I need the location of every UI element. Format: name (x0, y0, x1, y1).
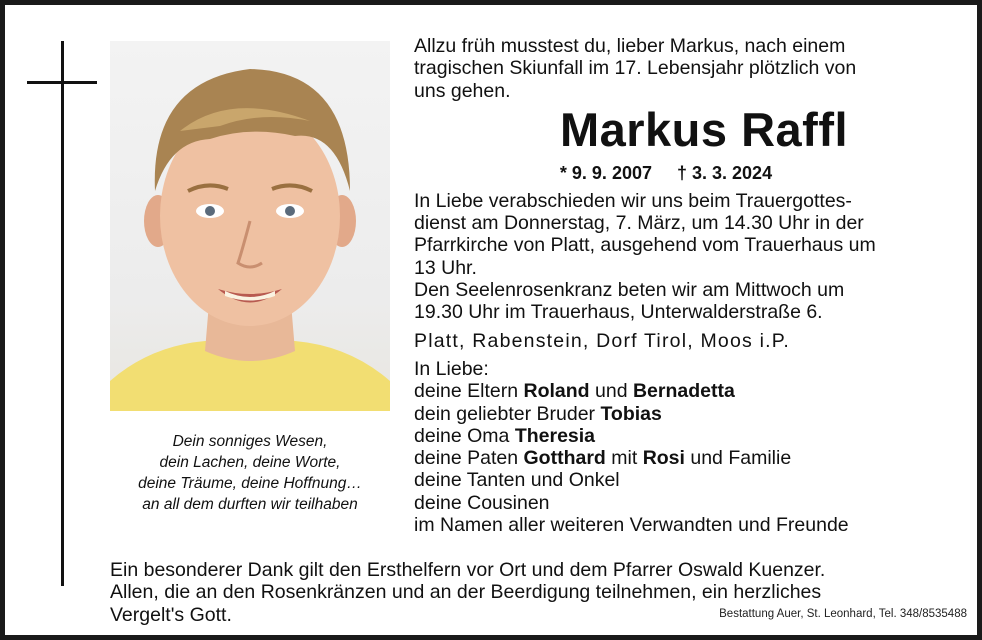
intro-paragraph (414, 35, 958, 102)
thanks-line: Vergelt's Gott. (110, 603, 232, 626)
oma-name: Theresia (514, 424, 596, 447)
family-cousinen: deine Cousinen (414, 491, 550, 514)
family-oma: deine Oma Theresia (414, 424, 596, 447)
quote-line: dein Lachen, deine Worte, (159, 454, 341, 471)
parent-name: Bernadetta (632, 380, 735, 403)
thanks-line: Ein besonderer Dank gilt den Ersthelfern vor Ort und dem Pfarrer Oswald Kuenzer. (110, 559, 826, 581)
life-dates (414, 162, 958, 184)
service-line: dienst am Donnerstag, 7. März, um 14.30 Uhr in der (414, 212, 864, 235)
family-paten: deine Paten Gotthard mit Rosi und Familie (414, 447, 792, 470)
service-line: Pfarrkirche von Platt, ausgehend vom Trauerhaus um (414, 234, 876, 257)
family-parents: deine Eltern Roland und Bernadetta (414, 380, 735, 403)
service-line: Den Seelenrosenkranz beten wir am Mittwoch um (414, 279, 845, 302)
quote-line: an all dem durften wir teilhaben (142, 496, 358, 513)
family-brother: dein geliebter Bruder Tobias (414, 402, 662, 425)
quote-line: Dein sonniges Wesen, (172, 433, 328, 450)
boy-portrait-image (110, 41, 390, 411)
memorial-quote (105, 431, 395, 515)
family-tanten: deine Tanten und Onkel (414, 469, 620, 492)
announcement-text (414, 35, 958, 536)
service-line: In Liebe verabschieden wir uns beim Trauergottes- (414, 189, 852, 212)
service-line: 13 Uhr. (414, 256, 477, 279)
family-list (414, 358, 958, 536)
family-intro: In Liebe: (414, 357, 489, 380)
quote-line: deine Träume, deine Hoffnung… (138, 475, 362, 492)
obituary-notice (5, 5, 977, 635)
pate-name: Rosi (642, 447, 685, 470)
family-relatives: im Namen aller weiteren Verwandten und Freunde (414, 514, 849, 537)
cross-icon-bar (27, 81, 97, 84)
service-paragraph (414, 190, 958, 324)
intro-line: uns gehen. (414, 79, 511, 102)
thanks-line: Allen, die an den Rosenkränzen und an der Beerdigung teilnehmen, ein herzliches (110, 581, 822, 604)
birth-date: * 9. 9. 2007 (559, 162, 652, 183)
deceased-name: Markus Raffl (559, 102, 849, 156)
pate-name: Gotthard (523, 447, 606, 470)
cross-icon (61, 41, 64, 586)
portrait-photo (110, 41, 390, 411)
parent-name: Roland (523, 380, 590, 403)
intro-line: Allzu früh musstest du, lieber Markus, nach einem (414, 35, 846, 57)
brother-name: Tobias (600, 402, 662, 425)
service-line: 19.30 Uhr im Trauerhaus, Unterwalderstraße 6. (414, 301, 823, 324)
death-date: † 3. 3. 2024 (677, 162, 773, 183)
funeral-home-credit: Bestattung Auer, St. Leonhard, Tel. 348/8535488 (719, 608, 967, 620)
places-line: Platt, Rabenstein, Dorf Tirol, Moos i.P. (414, 329, 791, 352)
intro-line: tragischen Skiunfall im 17. Lebensjahr plötzlich von (414, 57, 857, 80)
